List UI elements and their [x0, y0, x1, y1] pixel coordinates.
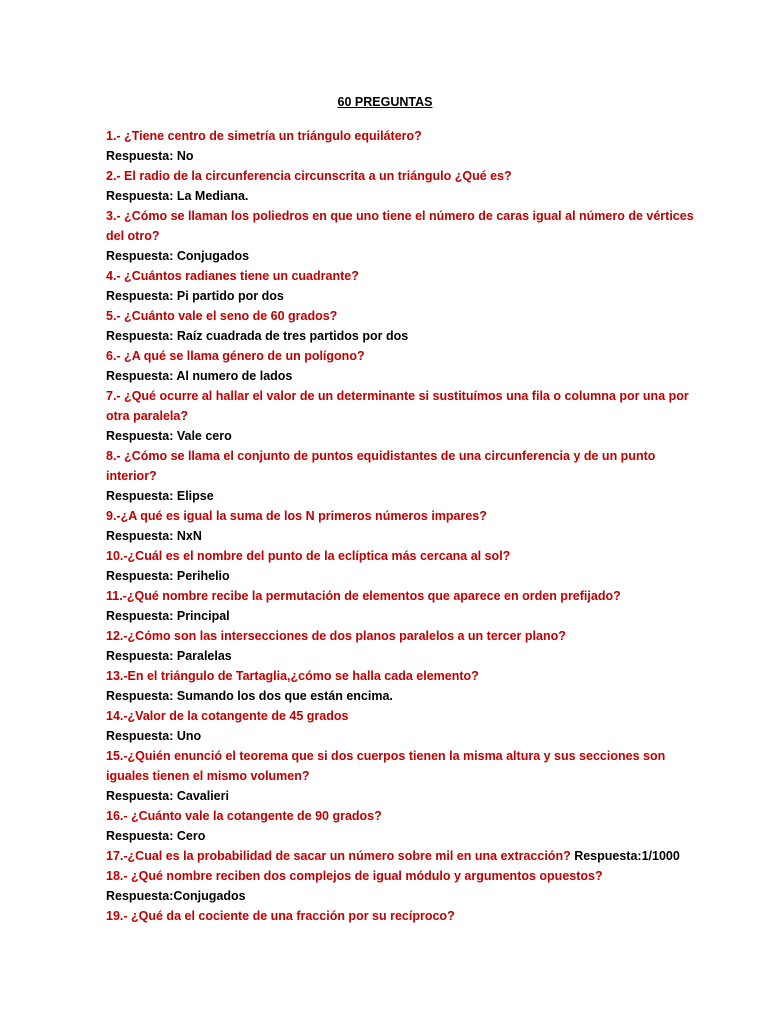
qa-item	[106, 806, 708, 846]
qa-item	[106, 866, 708, 906]
question-label: 16.- ¿Cuánto vale la cotangente de 90 grados?	[106, 809, 382, 823]
qa-item	[106, 306, 708, 346]
answer-text: Respuesta: Sumando los dos que están encima.	[106, 689, 393, 703]
question-text	[106, 806, 708, 826]
answer-text: Respuesta:1/1000	[574, 849, 680, 863]
question-label: 17.-¿Cual es la probabilidad de sacar un número sobre mil en una extracción?	[106, 849, 571, 863]
answer-text: Respuesta: Elipse	[106, 489, 214, 503]
question-label: 6.- ¿A qué se llama género de un polígono?	[106, 349, 365, 363]
answer-text: Respuesta: Cero	[106, 829, 206, 843]
page-title: 60 PREGUNTAS	[337, 95, 433, 109]
qa-item	[106, 346, 708, 386]
question-text	[106, 866, 708, 886]
qa-item	[106, 166, 708, 206]
question-text	[106, 906, 708, 926]
question-text	[106, 446, 708, 486]
question-label: 18.- ¿Qué nombre reciben dos complejos de igual módulo y argumentos opuestos?	[106, 869, 603, 883]
qa-item	[106, 266, 708, 306]
question-text	[106, 586, 708, 606]
question-text	[106, 626, 708, 646]
answer-text: Respuesta: Uno	[106, 729, 202, 743]
question-text	[106, 266, 708, 286]
answer-text: Respuesta: Cavalieri	[106, 789, 229, 803]
answer-text: Respuesta:Conjugados	[106, 889, 246, 903]
question-label: 19.- ¿Qué da el cociente de una fracción por su recíproco?	[106, 909, 455, 923]
question-text	[106, 346, 708, 366]
question-text	[106, 746, 708, 786]
question-label: 1.- ¿Tiene centro de simetría un triángulo equilátero?	[106, 129, 422, 143]
question-text	[106, 846, 708, 866]
question-text	[106, 126, 708, 146]
answer-text: Respuesta: Paralelas	[106, 649, 232, 663]
qa-item	[106, 506, 708, 546]
qa-item	[106, 706, 708, 746]
question-label: 9.-¿A qué es igual la suma de los N primeros números impares?	[106, 509, 487, 523]
qa-item	[106, 446, 708, 506]
qa-item	[106, 746, 708, 806]
answer-text: Respuesta: NxN	[106, 529, 202, 543]
question-label: 3.- ¿Cómo se llaman los poliedros en que uno tiene el número de caras igual al número de vértices del otro?	[106, 209, 694, 243]
question-list	[106, 126, 708, 926]
qa-item	[106, 126, 708, 166]
question-text	[106, 166, 708, 186]
question-label: 2.- El radio de la circunferencia circunscrita a un triángulo ¿Qué es?	[106, 169, 512, 183]
qa-item	[106, 626, 708, 666]
question-label: 10.-¿Cuál es el nombre del punto de la eclíptica más cercana al sol?	[106, 549, 511, 563]
question-text	[106, 506, 708, 526]
question-label: 8.- ¿Cómo se llama el conjunto de puntos equidistantes de una circunferencia y de un punto interior?	[106, 449, 656, 483]
qa-item	[106, 666, 708, 706]
answer-text: Respuesta: Al numero de lados	[106, 369, 293, 383]
answer-text: Respuesta: Principal	[106, 609, 230, 623]
answer-text: Respuesta: Perihelio	[106, 569, 230, 583]
qa-item	[106, 906, 708, 926]
question-label: 14.-¿Valor de la cotangente de 45 grados	[106, 709, 349, 723]
question-label: 12.-¿Cómo son las intersecciones de dos planos paralelos a un tercer plano?	[106, 629, 566, 643]
answer-text: Respuesta: Vale cero	[106, 429, 232, 443]
answer-text: Respuesta: Conjugados	[106, 249, 250, 263]
question-label: 7.- ¿Qué ocurre al hallar el valor de un determinante si sustituímos una fila o columna por una por otra paralela?	[106, 389, 689, 423]
question-label: 4.- ¿Cuántos radianes tiene un cuadrante?	[106, 269, 359, 283]
qa-item	[106, 206, 708, 266]
question-label: 15.-¿Quién enunció el teorema que si dos cuerpos tienen la misma altura y sus secciones son iguales tienen el mismo volumen?	[106, 749, 666, 783]
question-label: 11.-¿Qué nombre recibe la permutación de elementos que aparece en orden prefijado?	[106, 589, 621, 603]
qa-item	[106, 586, 708, 626]
question-text	[106, 706, 708, 726]
question-text	[106, 386, 708, 426]
question-text	[106, 666, 708, 686]
qa-item	[106, 846, 708, 866]
qa-item	[106, 386, 708, 446]
question-text	[106, 306, 708, 326]
qa-item	[106, 546, 708, 586]
question-label: 13.-En el triángulo de Tartaglia,¿cómo se halla cada elemento?	[106, 669, 479, 683]
answer-text: Respuesta: No	[106, 149, 194, 163]
answer-text: Respuesta: La Mediana.	[106, 189, 249, 203]
question-text	[106, 546, 708, 566]
question-label: 5.- ¿Cuánto vale el seno de 60 grados?	[106, 309, 338, 323]
answer-text: Respuesta: Pi partido por dos	[106, 289, 284, 303]
question-text	[106, 206, 708, 246]
answer-text: Respuesta: Raíz cuadrada de tres partidos por dos	[106, 329, 409, 343]
